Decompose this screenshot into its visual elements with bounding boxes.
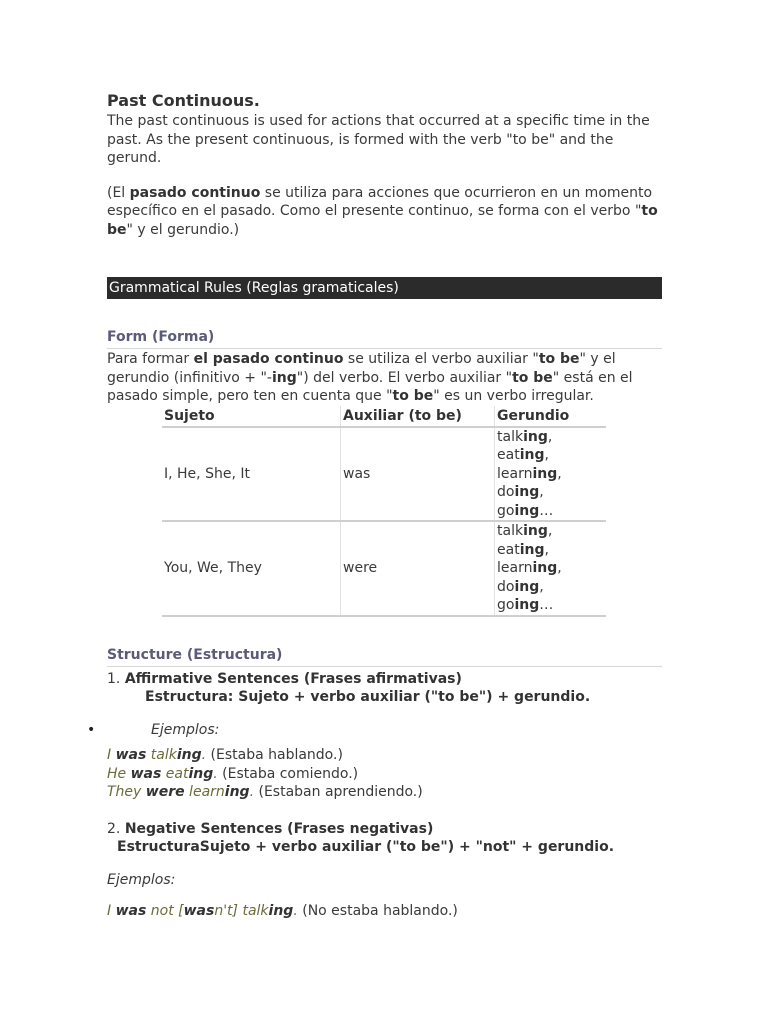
example-sentence: I was talking. (Estaba hablando.) xyxy=(107,747,343,763)
aux-cell: was xyxy=(341,427,495,522)
negative-structure: EstructuraSujeto + verbo auxiliar ("to be") + "not" + gerundio. xyxy=(117,839,615,855)
bullet-icon: • xyxy=(87,721,96,738)
header-gerundio: Gerundio xyxy=(495,406,607,427)
form-heading: Form (Forma) xyxy=(107,328,662,349)
gerund-item: doing, xyxy=(497,578,544,595)
table-header-row xyxy=(162,406,606,427)
examples-bullet xyxy=(87,721,662,740)
negative-examples-label: Ejemplos: xyxy=(107,871,176,888)
gerund-cell xyxy=(495,521,607,616)
affirmative-examples xyxy=(107,746,662,802)
document-page xyxy=(87,90,662,921)
intro-english: The past continuous is used for actions that occurred at a specific time in the past. As the present continuous, is formed with the verb "to be" and the gerund. xyxy=(107,113,650,166)
grammatical-rules-banner: Grammatical Rules (Reglas gramaticales) xyxy=(107,277,662,299)
example-sentence: They were learning. (Estaban aprendiendo.) xyxy=(107,784,423,800)
gerund-item: going… xyxy=(497,597,554,613)
examples-label: Ejemplos: xyxy=(151,721,220,738)
table-row xyxy=(162,521,606,616)
gerund-item: learning, xyxy=(497,560,562,576)
aux-cell: were xyxy=(341,521,495,616)
intro-spanish: (El pasado continuo se utiliza para acciones que ocurrieron en un momento específico en el pasado. Como el presente continuo, se forma con el verbo "to be" y el gerundio.) xyxy=(107,184,658,238)
subject-cell: I, He, She, It xyxy=(162,427,341,522)
negative-title: 2. Negative Sentences (Frases negativas) xyxy=(107,820,434,837)
gerund-item: learning, xyxy=(497,465,562,482)
header-auxiliar: Auxiliar (to be) xyxy=(341,406,495,427)
affirmative-title: 1. Affirmative Sentences (Frases afirmativas) xyxy=(107,670,462,687)
gerund-item: talking, xyxy=(497,428,553,445)
gerund-item: talking, xyxy=(497,523,553,539)
form-paragraph: Para formar el pasado continuo se utiliza el verbo auxiliar "to be" y el gerundio (infinitivo + "-ing") del verbo. El verbo auxiliar "to be" está en el pasado simple, pero ten en cuenta que "to be" es un verbo irregular. xyxy=(107,351,633,404)
structure-heading: Structure (Estructura) xyxy=(107,646,662,667)
gerund-item: going… xyxy=(497,502,554,519)
header-sujeto: Sujeto xyxy=(162,406,341,427)
gerund-cell xyxy=(495,427,607,522)
subject-cell: You, We, They xyxy=(162,521,341,616)
gerund-item: doing, xyxy=(497,484,544,500)
table-row xyxy=(162,427,606,522)
conjugation-table xyxy=(162,406,606,617)
example-sentence: I was not [wasn't] talking. (No estaba hablando.) xyxy=(107,903,458,919)
example-sentence: He was eating. (Estaba comiendo.) xyxy=(107,765,359,782)
gerund-item: eating, xyxy=(497,447,549,463)
affirmative-structure: Estructura: Sujeto + verbo auxiliar ("to be") + gerundio. xyxy=(145,689,591,705)
page-title: Past Continuous. xyxy=(107,91,260,110)
gerund-item: eating, xyxy=(497,541,549,558)
